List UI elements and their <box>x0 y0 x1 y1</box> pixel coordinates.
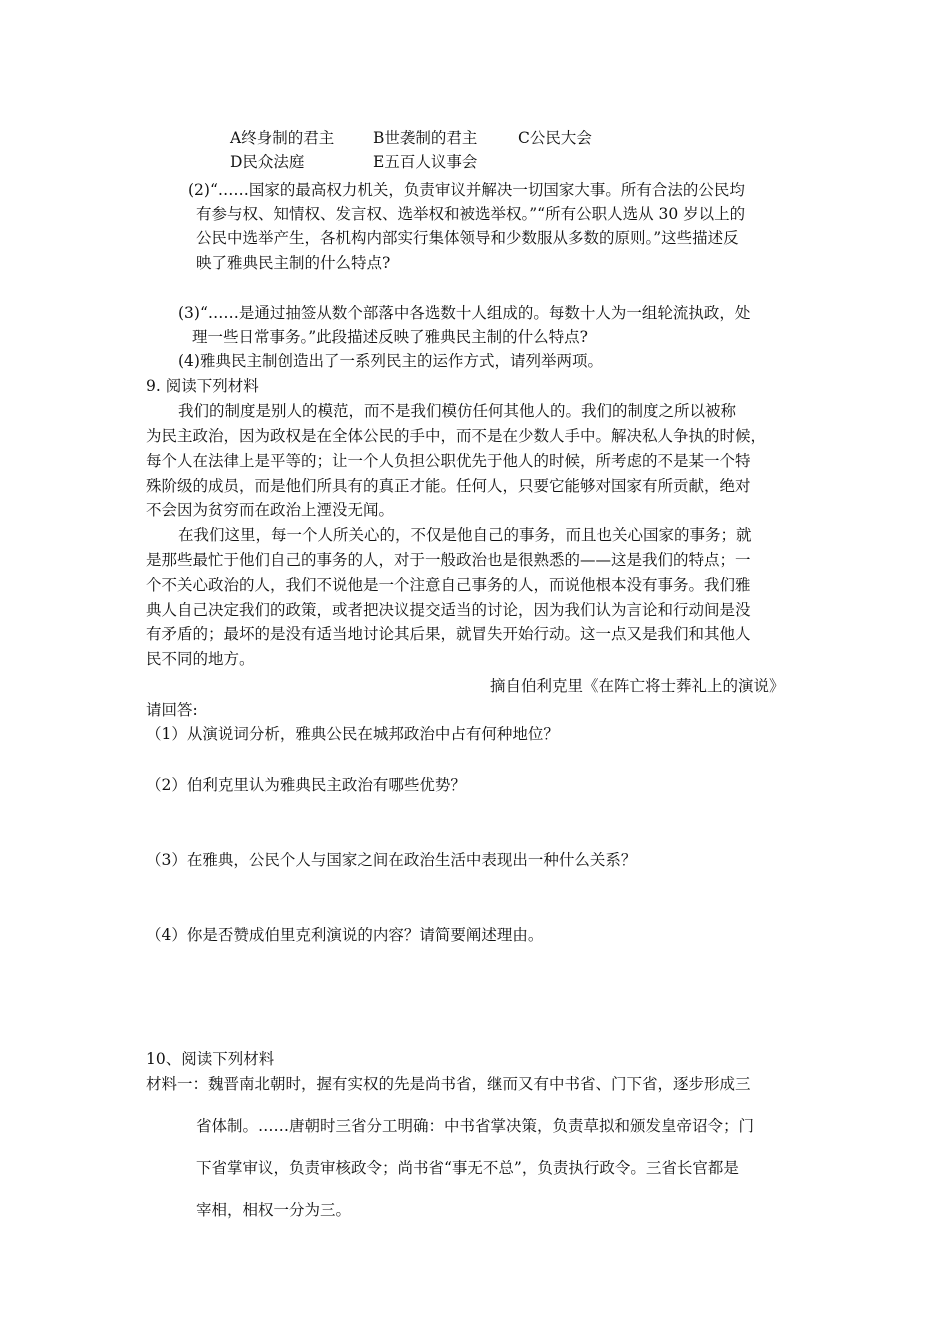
q9-para2-line: 是那些最忙于他们自己的事务的人，对于一般政治也是很熟悉的——这是我们的特点；一 <box>146 551 751 569</box>
q10-material1-line: 省体制。……唐朝时三省分工明确：中书省掌决策，负责草拟和颁发皇帝诏令；门 <box>196 1117 755 1135</box>
q8-part3-line: 理一些日常事务。”此段描述反映了雅典民主制的什么特点? <box>192 328 588 346</box>
q8-part3-line: (3)“……是通过抽签从数个部落中各选数十人组成的。每数十人为一组轮流执政，处 <box>178 304 751 322</box>
q9-question-3: （3）在雅典，公民个人与国家之间在政治生活中表现出一种什么关系？ <box>146 851 637 869</box>
q8-part2-line: (2)“……国家的最高权力机关，负责审议并解决一切国家大事。所有合法的公民均 <box>188 181 745 199</box>
q9-prompt: 请回答: <box>146 701 198 719</box>
option-b: B世袭制的君主 <box>373 129 478 147</box>
q10-material1-line: 材料一：魏晋南北朝时，握有实权的先是尚书省，继而又有中书省、门下省，逐步形成三 <box>146 1075 751 1093</box>
q9-para1-line: 每个人在法律上是平等的；让一个人负担公职优先于他人的时候，所考虑的不是某一个特 <box>146 452 751 470</box>
q8-part4: (4)雅典民主制创造出了一系列民主的运作方式，请列举两项。 <box>178 352 603 370</box>
q9-para2-line: 有矛盾的；最坏的是没有适当地讨论其后果，就冒失开始行动。这一点又是我们和其他人 <box>146 625 751 643</box>
q8-part2-line: 有参与权、知情权、发言权、选举权和被选举权。”“所有公职人选从 30 岁以上的 <box>196 205 746 223</box>
q9-para2-line: 个不关心政治的人，我们不说他是一个注意自己事务的人，而说他根本没有事务。我们雅 <box>146 576 751 594</box>
q10-material1-line: 下省掌审议，负责审核政令；尚书省“事无不总”，负责执行政令。三省长官都是 <box>196 1159 739 1177</box>
option-d: D民众法庭 <box>230 153 305 171</box>
q9-para2-line: 在我们这里，每一个人所关心的，不仅是他自己的事务，而且也关心国家的事务；就 <box>178 526 752 544</box>
q9-question-4: （4）你是否赞成伯里克利演说的内容？请简要阐述理由。 <box>146 926 544 944</box>
q9-source: 摘自伯利克里《在阵亡将士葬礼上的演说》 <box>490 677 785 695</box>
q9-para1-line: 我们的制度是别人的模范，而不是我们模仿任何其他人的。我们的制度之所以被称 <box>178 402 737 420</box>
q9-para1-line: 不会因为贫穷而在政治上湮没无闻。 <box>146 501 395 519</box>
q8-part2-line: 映了雅典民主制的什么特点? <box>196 254 391 272</box>
q10-material1-line: 宰相，相权一分为三。 <box>196 1201 352 1219</box>
q9-para1-line: 为民主政治，因为政权是在全体公民的手中，而不是在少数人手中。解决私人争执的时候， <box>146 427 767 445</box>
q8-part2-line: 公民中选举产生，各机构内部实行集体领导和少数服从多数的原则。”这些描述反 <box>196 229 739 247</box>
option-c: C公民大会 <box>518 129 592 147</box>
q9-question-1: （1）从演说词分析，雅典公民在城邦政治中占有何种地位？ <box>146 725 559 743</box>
option-e: E五百人议事会 <box>373 153 478 171</box>
option-a: A终身制的君主 <box>230 129 335 147</box>
q9-para1-line: 殊阶级的成员，而是他们所具有的真正才能。任何人，只要它能够对国家有所贡献，绝对 <box>146 477 751 495</box>
q10-heading: 10、阅读下列材料 <box>146 1050 275 1068</box>
q9-para2-line: 民不同的地方。 <box>146 650 255 668</box>
q9-para2-line: 典人自己决定我们的政策，或者把决议提交适当的讨论，因为我们认为言论和行动间是没 <box>146 601 751 619</box>
q9-question-2: （2）伯利克里认为雅典民主政治有哪些优势？ <box>146 776 466 794</box>
q9-heading: 9. 阅读下列材料 <box>146 377 259 395</box>
